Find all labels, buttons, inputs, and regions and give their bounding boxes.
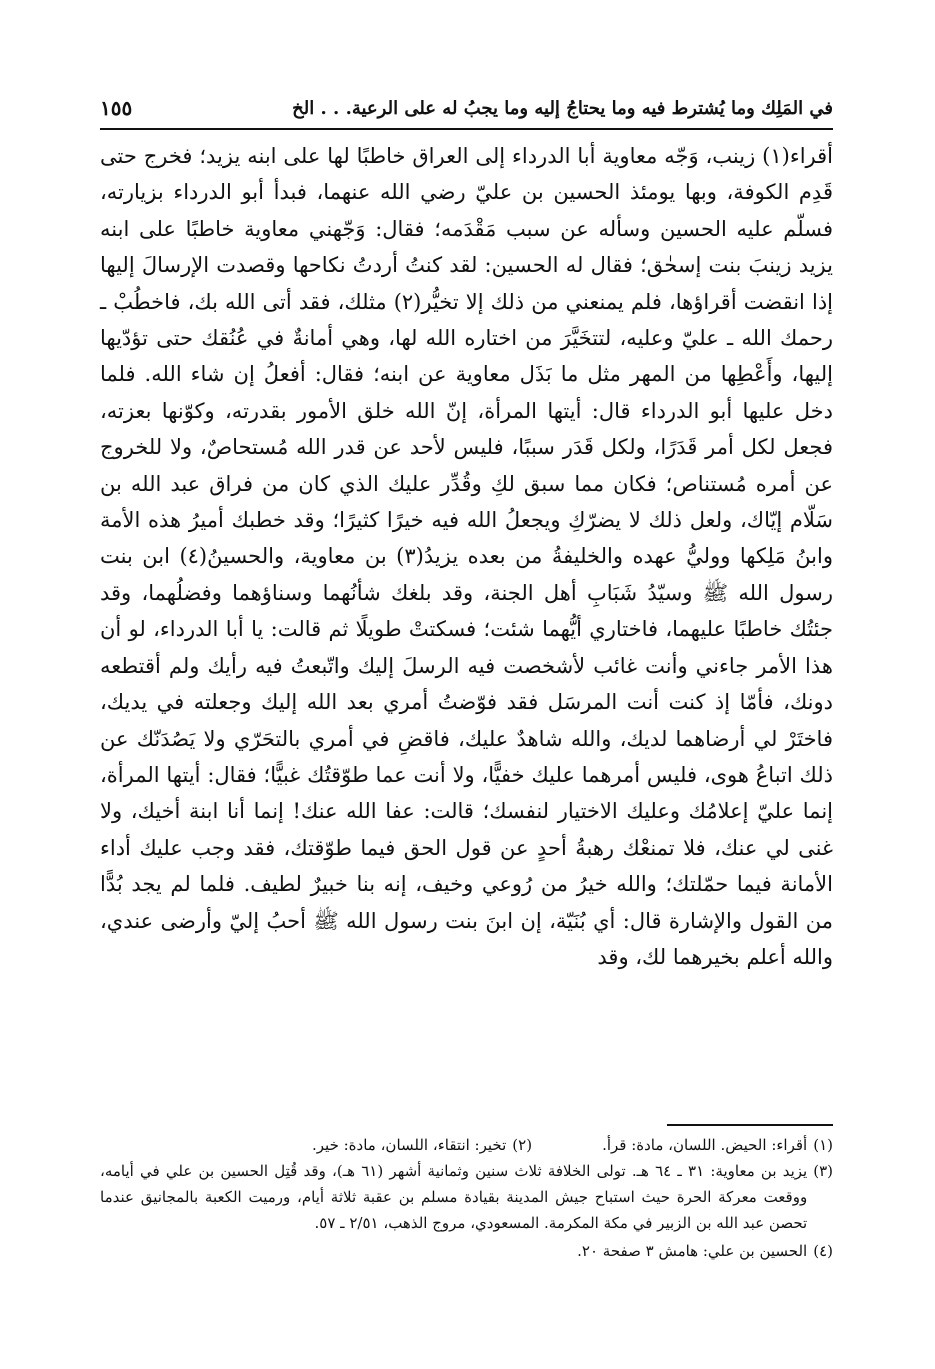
footnote-text: أقراء: الحيض. اللسان، مادة: قرأ. [602,1136,808,1154]
footnote-separator [667,1124,833,1126]
footnote-text: تخير: انتقاء، اللسان، مادة: خير. [312,1136,507,1154]
footnote-4 [100,1238,833,1264]
footnote-1 [602,1132,833,1158]
footnote-3 [100,1158,833,1236]
footnote-text: الحسين بن علي: هامش ٣ صفحة ٢٠. [577,1242,808,1260]
page-number: ١٥٥ [100,96,133,120]
page-header [100,88,833,130]
footnote-number: (١) [813,1136,833,1154]
running-title: في المَلِك وما يُشترط فيه وما يحتاجُ إليه وما يجبُ له على الرعية. . . الخ [292,97,833,119]
footnote-number: (٢) [512,1136,533,1154]
body-paragraph: أقراء(١) زينب، وَجّه معاوية أبا الدرداء إلى العراق خاطبًا لها على ابنه يزيد؛ فخرج حتى قَدِم الكوفة، وبها يومئذ الحسين بن عليّ رضي الله عنهما، فبدأ أبو الدرداء بزيارته، فسلّم عليه الحسين وسأله عن سبب مَقْدَمه؛ فقال: وَجّهني معاوية خاطبًا على ابنه يزيد زينبَ بنت إسحٰق؛ فقال له الحسين: لقد كنتُ أردتُ نكاحها وقصدت الإرسالَ إليها إذا انقضت أقراؤها، فلم يمنعني من ذلك إلا تخيُّر(٢) مثلك، فقد أتى الله بك، فاخطُبْ ـ رحمك الله ـ عليّ وعليه، لتتخَيَّرَ من اختاره الله لها، وهي أمانةٌ في عُنُقك حتى تؤدّيها إليها، وأَعْطِها من المهر مثل ما بَذَل معاوية عن ابنه؛ فقال: أفعلُ إن شاء الله. فلما دخل عليها أبو الدرداء قال: أيتها المرأة، إنّ الله خلق الأمور بقدرته، وكوّنها بعزته، فجعل لكل أمر قَدَرًا، ولكل قَدَر سببًا، فليس لأحد عن قدر الله مُستحاصٌ، ولا للخروج عن أمره مُستناص؛ فكان مما سبق لكِ وقُدِّر عليك الذي كان من فراق عبد الله بن سَلّام إيّاك، ولعل ذلك لا يضرّكِ ويجعلُ الله فيه خيرًا كثيرًا؛ وقد خطبك أميرُ هذه الأمة وابنُ مَلِكها ووليُّ عهده والخليفةُ من بعده يزيدُ(٣) بن معاوية، والحسينُ(٤) ابن بنت رسول الله ﷺ وسيّدُ شَبَابِ أهل الجنة، وقد بلغك شأنُهما وسناؤهما وفضلُهما، وقد جئتُك خاطبًا عليهما، فاختاري أيُّهما شئت؛ فسكتتْ طويلًا ثم قالت: يا أبا الدرداء، لو أن هذا الأمر جاءني وأنت غائب لأشخصت فيه الرسلَ إليك واتّبعتُ فيه رأيك ولم أقتطعه دونك، فأمّا إذ كنت أنت المرسَل فقد فوّضتُ أمري بعد الله إليك وجعلته في يديك، فاختَرْ لي أرضاهما لديك، والله شاهدٌ عليك، فاقضِ في أمري بالتحَرّي ولا يَصُدَنّك عن ذلك اتباعُ هوى، فليس أمرهما عليك خفيًّا، ولا أنت عما طوّقتُك غبيًّا؛ فقال: أيتها المرأة، إنما عليّ إعلامُك وعليك الاختيار لنفسك؛ قالت: عفا الله عنك! إنما أنا ابنة أخيك، ولا غنى لي عنك، فلا تمنعْك رهبةُ أحدٍ عن قول الحق فيما طوّقتك، فقد وجب عليك أداء الأمانة فيما حمّلتك؛ والله خيرُ من رُوعي وخيف، إنه بنا خبيرٌ لطيف. فلما لم يجد بُدًّا من القول والإشارة قال: أي بُنَيّة، إن ابنَ بنت رسول الله ﷺ أحبُ إليّ وأرضى عندي، والله أعلم بخيرهما لك، وقد [100,144,834,969]
footnote-row [100,1132,833,1158]
footnote-text: يزيد بن معاوية: ٣١ ـ ٦٤ هـ. تولى الخلافة ثلاث سنين وثمانية أشهر (٦١ هـ)، وقد قُتِل الحسين بن علي في أيامه، ووقعت معركة الحرة حيث استباح جيش المدينة بقيادة مسلم بن عقبة ثلاثة أيام، ورميت الكعبة بالمجانيق عندما تحصن عبد الله بن الزبير في مكة المكرمة. المسعودي، مروج الذهب، ٢/٥١ ـ ٥٧. [100,1162,808,1232]
footnote-number: (٣) [813,1162,833,1180]
footnote-2 [312,1132,532,1158]
footnote-number: (٤) [813,1242,833,1260]
footnotes [100,1132,833,1266]
main-text [100,138,833,975]
